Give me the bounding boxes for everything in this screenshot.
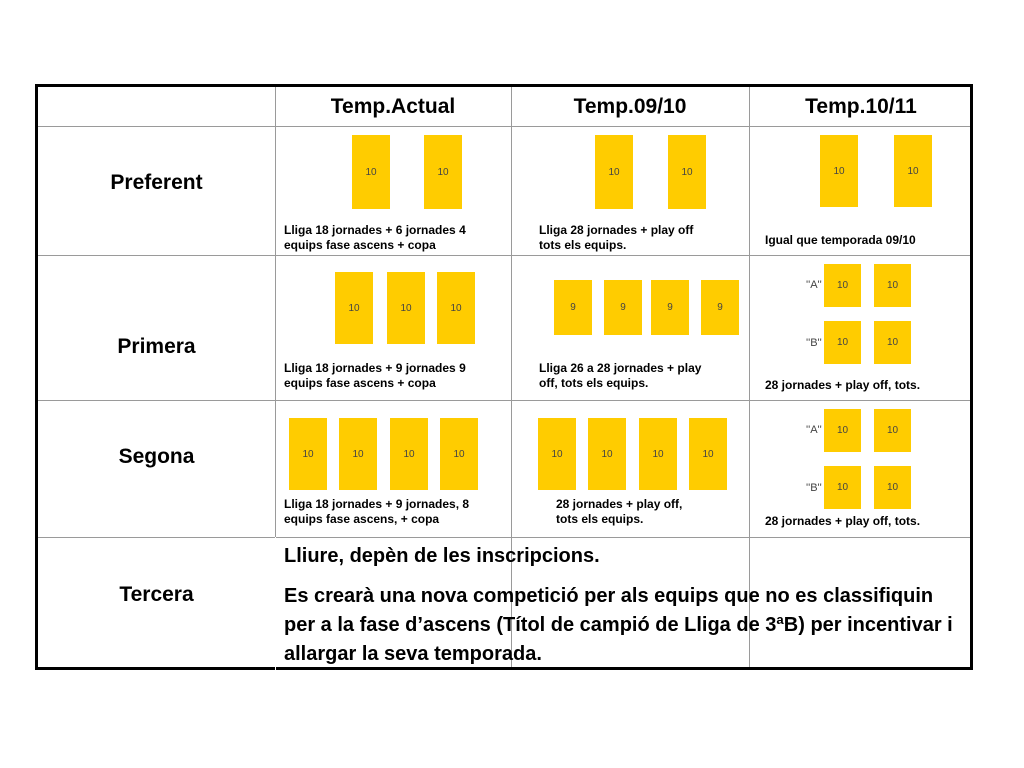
team-card: 10 [595, 135, 633, 209]
team-card: 10 [824, 264, 861, 307]
row-divider [38, 126, 970, 127]
team-card: 10 [874, 466, 911, 509]
caption-line: tots els equips. [539, 238, 627, 252]
row-divider [38, 537, 970, 538]
team-card: 10 [424, 135, 462, 209]
team-card: 10 [824, 409, 861, 452]
caption-line: Lliga 26 a 28 jornades + play [539, 361, 702, 375]
team-card: 9 [604, 280, 642, 335]
team-card: 10 [689, 418, 727, 490]
caption-line: Lliga 28 jornades + play off [539, 223, 694, 237]
team-card: 10 [390, 418, 428, 490]
team-card: 10 [437, 272, 475, 344]
col-divider [511, 87, 512, 667]
team-card: 10 [894, 135, 932, 207]
team-card: 10 [339, 418, 377, 490]
team-card: 10 [824, 466, 861, 509]
team-card: 9 [701, 280, 739, 335]
caption-line: equips fase ascens + copa [284, 238, 436, 252]
row-label-preferent: Preferent [110, 171, 203, 194]
caption-segona-actual [284, 497, 469, 527]
caption-line: Lliga 18 jornades + 9 jornades, 8 [284, 497, 470, 511]
team-card: 10 [874, 321, 911, 364]
row-divider [38, 400, 970, 401]
team-card: 10 [820, 135, 858, 207]
row-divider [38, 255, 970, 256]
team-card: 10 [639, 418, 677, 490]
header-temp-0910: Temp.09/10 [573, 95, 687, 118]
header-temp-actual: Temp.Actual [330, 95, 456, 118]
team-card: 10 [668, 135, 706, 209]
team-card: 10 [874, 409, 911, 452]
caption-primera-0910 [539, 361, 701, 391]
tercera-text-2: Es crearà una nova competició per als equips que no es classifiquin per a la fase d’ascens (Títol de campió de Lliga de 3ªB) per incentivar i allargar la seva temporada. [284, 585, 953, 665]
group-b-label: ''B'' [806, 337, 822, 349]
team-card: 10 [440, 418, 478, 490]
tercera-text-1: Lliure, depèn de les inscripcions. [284, 545, 600, 567]
caption-primera-1011: 28 jornades + play off, tots. [765, 378, 921, 392]
team-card: 9 [554, 280, 592, 335]
header-temp-1011: Temp.10/11 [805, 95, 917, 118]
competition-table [35, 84, 973, 670]
tercera-merge-mask [275, 537, 276, 670]
team-card: 10 [538, 418, 576, 490]
caption-line: equips fase ascens + copa [284, 376, 436, 390]
group-b-label: ''B'' [806, 482, 822, 494]
caption-line: equips fase ascens, + copa [284, 512, 440, 526]
caption-segona-1011: 28 jornades + play off, tots. [765, 514, 921, 528]
col-divider [749, 87, 750, 667]
caption-primera-actual [284, 361, 466, 391]
caption-preferent-0910 [539, 223, 693, 253]
team-card: 9 [651, 280, 689, 335]
team-card: 10 [352, 135, 390, 209]
team-card: 10 [335, 272, 373, 344]
row-label-primera: Primera [117, 335, 196, 358]
team-card: 10 [387, 272, 425, 344]
row-label-tercera: Tercera [119, 583, 194, 606]
caption-line: 28 jornades + play off, [556, 497, 683, 511]
caption-line: tots els equips. [556, 512, 644, 526]
caption-line: Lliga 18 jornades + 9 jornades 9 [284, 361, 466, 375]
row-label-segona: Segona [118, 445, 195, 468]
caption-line: off, tots els equips. [539, 376, 649, 390]
caption-line: Lliga 18 jornades + 6 jornades 4 [284, 223, 466, 237]
team-card: 10 [824, 321, 861, 364]
team-card: 10 [588, 418, 626, 490]
caption-segona-0910 [556, 497, 682, 527]
group-a-label: ''A'' [806, 424, 822, 436]
team-card: 10 [874, 264, 911, 307]
caption-preferent-actual [284, 223, 466, 253]
caption-preferent-1011: Igual que temporada 09/10 [765, 233, 916, 247]
group-a-label: ''A'' [806, 279, 822, 291]
team-card: 10 [289, 418, 327, 490]
